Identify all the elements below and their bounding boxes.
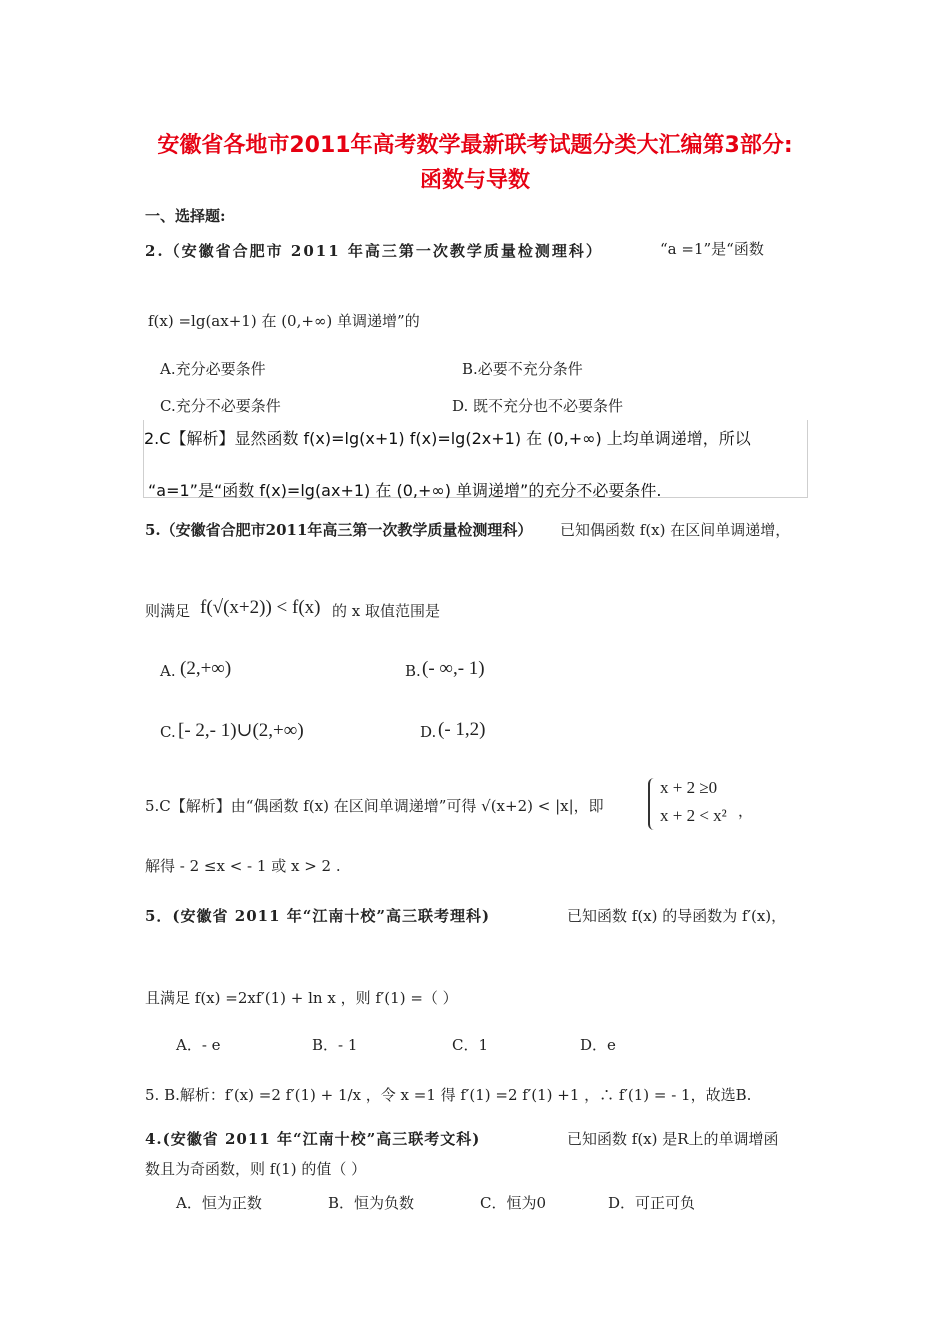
- q3-option-a: A．- e: [176, 1036, 221, 1054]
- q2-answer-line1: 5.C【解析】由“偶函数 f(x) 在区间单调递增”可得 √(x+2) < |x|，即: [145, 797, 604, 815]
- q2-option-a-value: (2,+∞): [180, 658, 232, 679]
- system-brace: [648, 778, 658, 830]
- q1-option-a: A.充分必要条件: [160, 360, 266, 378]
- q4-head: 4.(安徽省 2011 年“江南十校”高三联考文科): [145, 1130, 481, 1148]
- q2-option-d-label: D.: [420, 723, 437, 741]
- q2-stem2-post: 的 x 取值范围是: [332, 602, 440, 620]
- q3-stem2: 且满足 f(x) =2xf′(1) + ln x ，则 f′(1) =（ ）: [145, 989, 458, 1007]
- q2-option-d-value: (- 1,2): [438, 719, 486, 740]
- q2-option-c-label: C.: [160, 723, 176, 741]
- q2-comma: ，: [738, 802, 754, 820]
- q2-option-b-label: B.: [405, 662, 421, 680]
- page-title: 安徽省各地市2011年高考数学最新联考试题分类大汇编第3部分:: [157, 133, 793, 158]
- q1-stem: f(x) =lg(ax+1) 在 (0,+∞) 单调递增”的: [148, 312, 420, 330]
- q4-option-b: B．恒为负数: [328, 1194, 415, 1212]
- q2-system-line2: x + 2 < x²: [660, 806, 727, 825]
- q3-option-b: B．- 1: [312, 1036, 358, 1054]
- q4-option-d: D．可正可负: [608, 1194, 696, 1212]
- q2-option-a-label: A.: [160, 662, 176, 680]
- q2-option-b-value: (- ∞,- 1): [422, 658, 485, 679]
- q1-option-d: D. 既不充分也不必要条件: [452, 397, 624, 415]
- q3-stem1: 已知函数 f(x) 的导函数为 f′(x)，: [567, 907, 787, 925]
- q1-answer-line2: “a=1”是“函数 f(x)=lg(ax+1) 在 (0,+∞) 单调递增”的充分不必要条件.: [148, 481, 662, 500]
- q2-option-c-value: [- 2,- 1)∪(2,+∞): [178, 720, 304, 741]
- q4-stem2: 数且为奇函数，则 f(1) 的值（ ）: [145, 1160, 367, 1178]
- q3-option-d: D．e: [580, 1036, 616, 1054]
- q2-system-line1: x + 2 ≥0: [660, 778, 718, 797]
- q2-stem2-math: f(√(x+2)) < f(x): [200, 597, 321, 618]
- q1-answer-line1: 2.C【解析】显然函数 f(x)=lg(x+1) f(x)=lg(2x+1) 在 (0,+∞) 上均单调递增，所以: [144, 429, 751, 448]
- page-subtitle: 函数与导数: [419, 168, 530, 193]
- q3-answer: 5. B.解析：f′(x) =2 f′(1) + 1/x ，令 x =1 得 f′(1) =2 f′(1) +1 ，∴ f′(1) = - 1，故选B.: [145, 1086, 752, 1104]
- q2-stem1: 已知偶函数 f(x) 在区间单调递增，: [560, 521, 791, 539]
- q4-option-c: C．恒为0: [480, 1194, 547, 1212]
- q1-option-b: B.必要不充分条件: [462, 360, 583, 378]
- q3-head: 5．(安徽省 2011 年“江南十校”高三联考理科): [145, 907, 491, 925]
- q2-stem2-pre: 则满足: [145, 602, 191, 620]
- section-heading: 一、选择题:: [145, 207, 226, 225]
- q1-condition: “a =1”是“函数: [660, 240, 764, 258]
- q3-option-c: C．1: [452, 1036, 489, 1054]
- q1-option-c: C.充分不必要条件: [160, 397, 281, 415]
- q1-head: 2.（安徽省合肥市 2011 年高三第一次教学质量检测理科）: [145, 242, 603, 260]
- q2-head: 5.（安徽省合肥市2011年高三第一次教学质量检测理科）: [145, 521, 533, 539]
- q4-stem1: 已知函数 f(x) 是R上的单调增函: [567, 1130, 779, 1148]
- q2-answer-line2: 解得 - 2 ≤x < - 1 或 x > 2 .: [145, 857, 341, 875]
- q4-option-a: A．恒为正数: [176, 1194, 262, 1212]
